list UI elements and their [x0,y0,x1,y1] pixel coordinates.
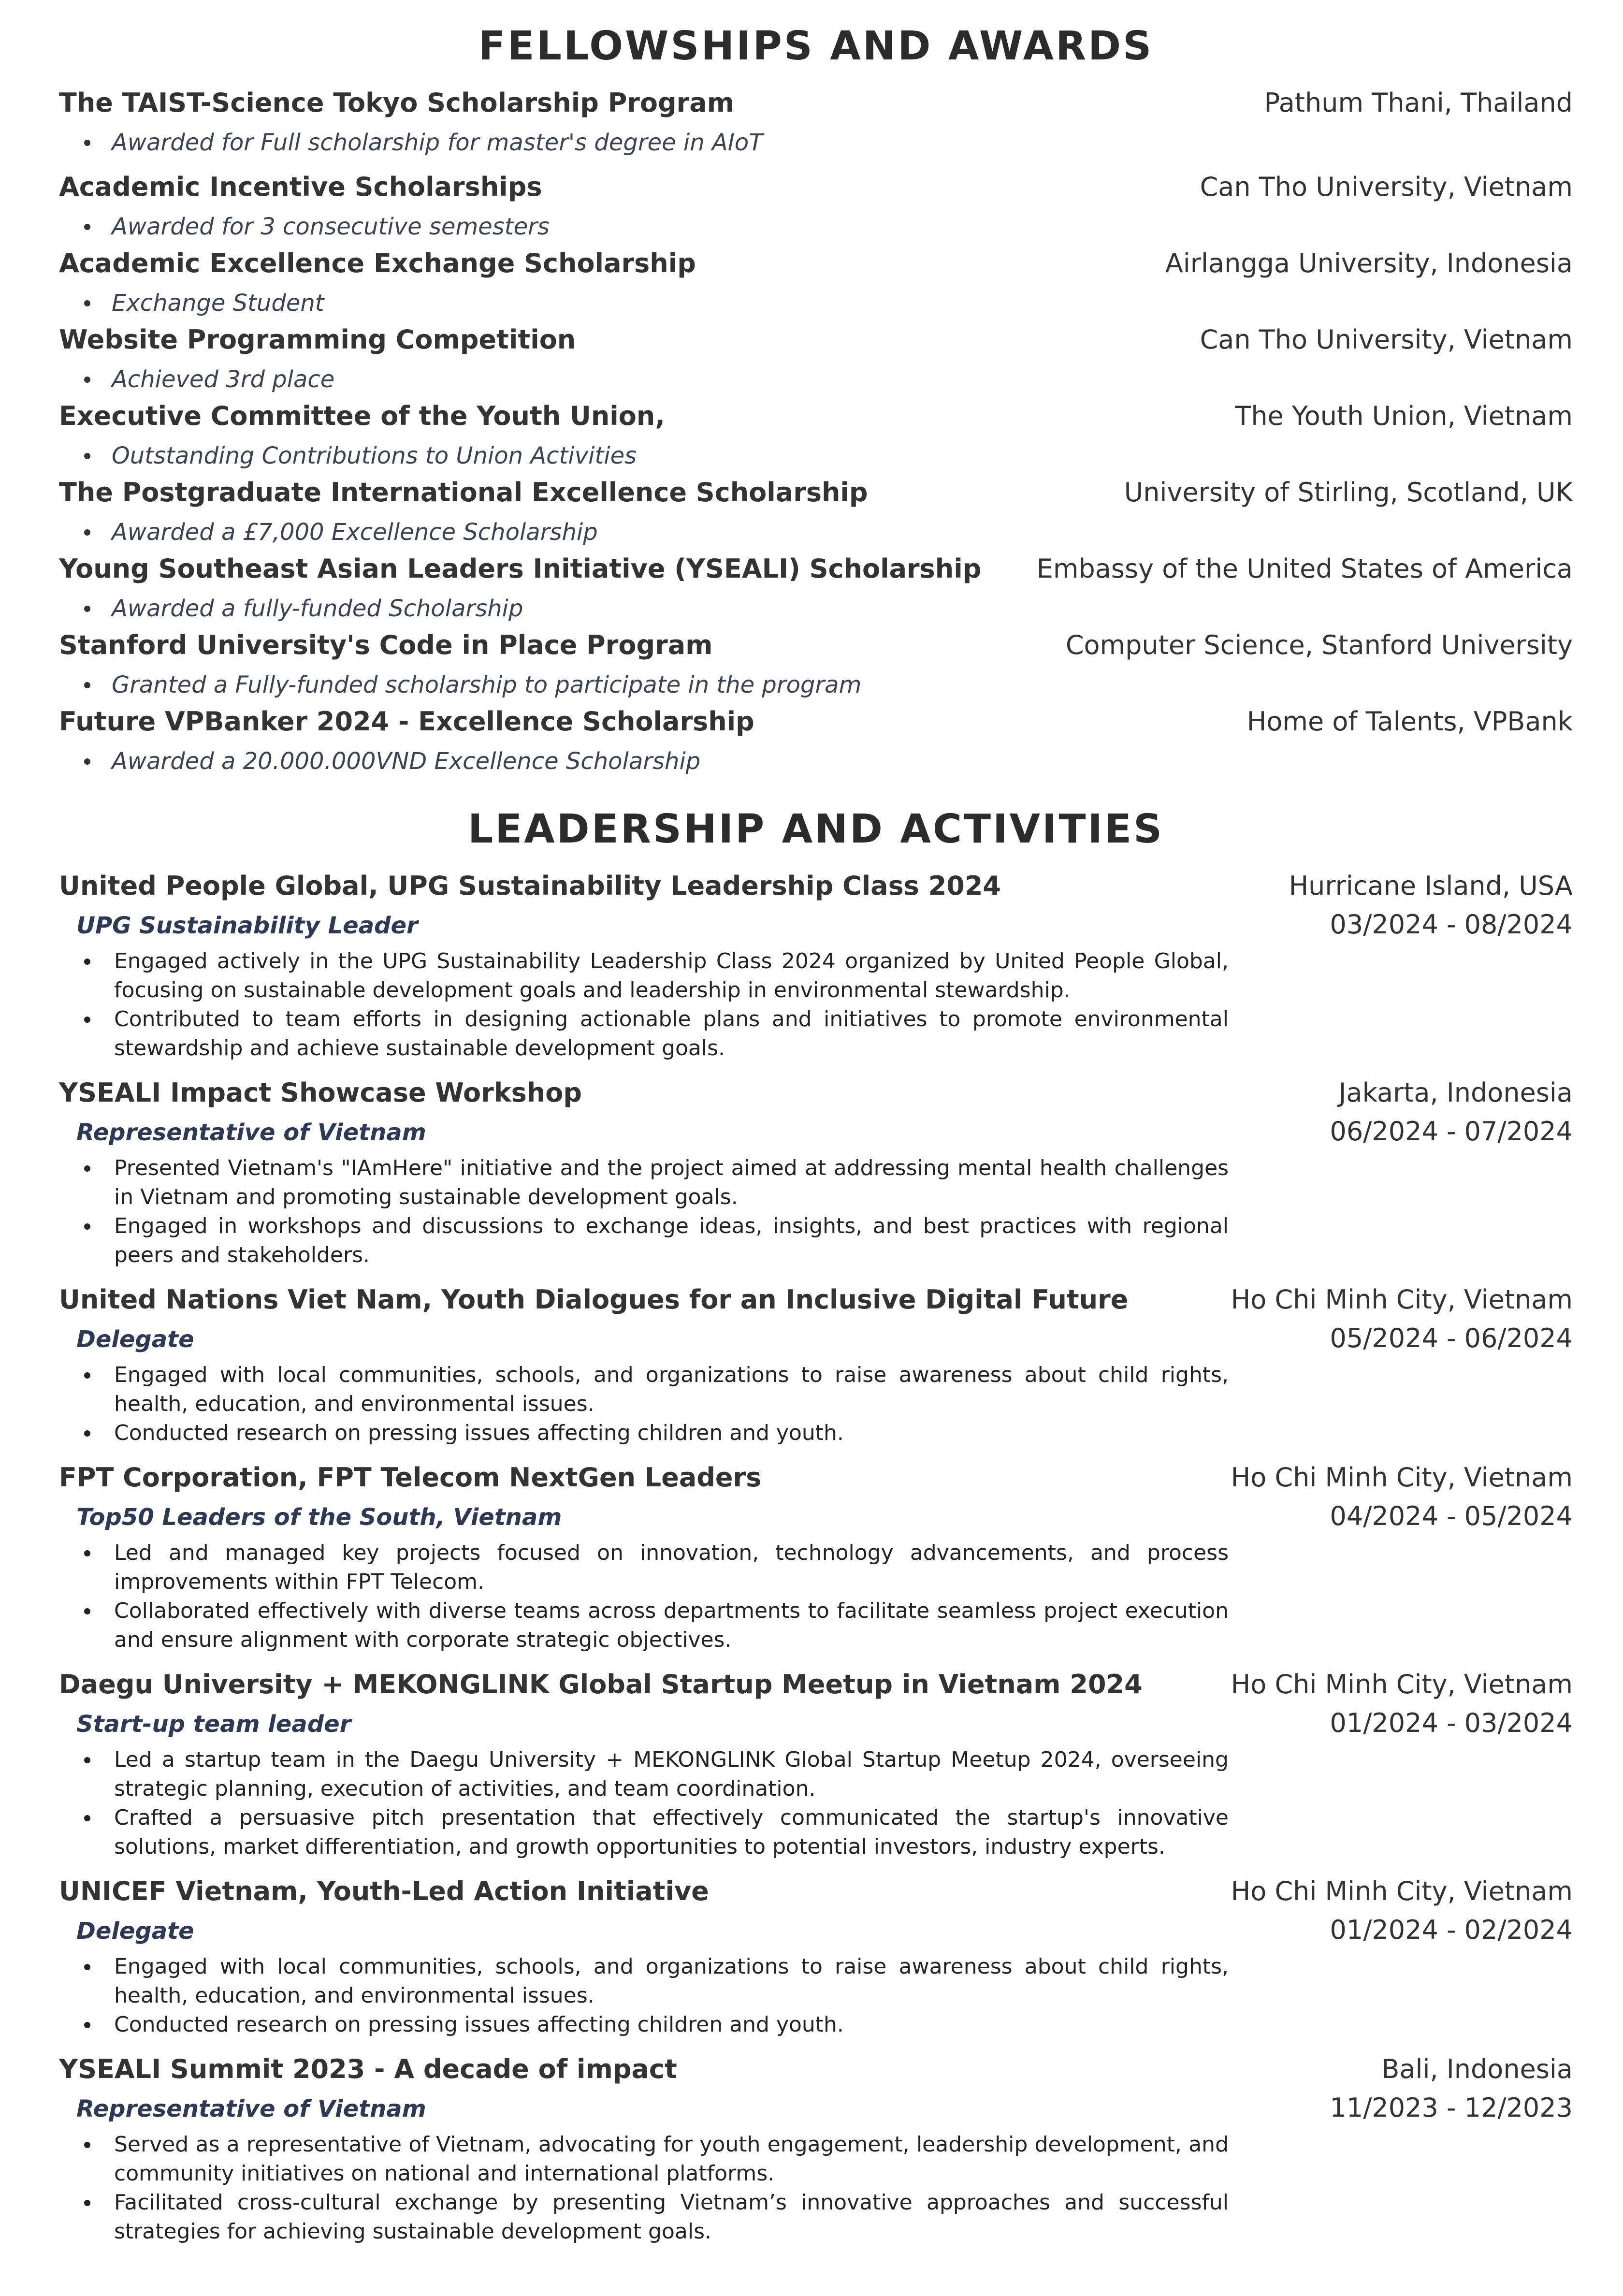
leadership-org: YSEALI Impact Showcase Workshop [59,1077,582,1108]
bullet-icon [84,682,90,688]
fellowship-item [59,706,1573,780]
bullet-item: Led and managed key projects focused on innovation, technology advancements, and process improvements within FPT Telecom. [59,1539,1229,1597]
leadership-bullets [59,1539,1229,1655]
fellowship-item [59,630,1573,703]
bullet-icon [84,606,90,612]
bullet-item: Crafted a persuasive pitch presentation that effectively communicated the startup's innovative solutions, market differentiation, and growth opportunities to potential investors, industry experts. [59,1803,1229,1861]
leadership-item [59,867,1573,1063]
fellowship-detail: Achieved 3rd place [112,366,335,393]
fellowship-place: Pathum Thani, Thailand [1264,87,1573,118]
leadership-item [59,1074,1573,1270]
leadership-org: YSEALI Summit 2023 - A decade of impact [59,2054,677,2084]
fellowship-item [59,477,1573,551]
bullet-icon [84,758,90,765]
leadership-bullets [59,1154,1229,1270]
bullet-item: Contributed to team efforts in designing actionable plans and initiatives to promote environmental stewardship and achieve sustainable development goals. [59,1005,1229,1063]
fellowship-detail: Granted a Fully-funded scholarship to participate in the program [112,671,862,698]
fellowship-name: Executive Committee of the Youth Union, [59,401,665,431]
leadership-place: Ho Chi Minh City, Vietnam [1231,1669,1573,1700]
bullet-item: Served as a representative of Vietnam, advocating for youth engagement, leadership development, and community initiatives on national and international platforms. [59,2130,1229,2188]
leadership-item [59,2050,1573,2246]
leadership-role: Delegate [76,1326,194,1353]
fellowships-section-title: FELLOWSHIPS AND AWARDS [478,23,1154,69]
leadership-bullets [59,2130,1229,2246]
bullet-item: Engaged with local communities, schools, and organizations to raise awareness about child rights, health, education, and environmental issues. [59,1361,1229,1419]
fellowship-detail: Awarded a £7,000 Excellence Scholarship [112,519,598,546]
bullet-icon [84,300,90,306]
leadership-bullets [59,1745,1229,1861]
leadership-role: Representative of Vietnam [76,2095,426,2122]
fellowship-detail: Awarded a 20.000.000VND Excellence Scholarship [112,748,701,775]
leadership-role: Delegate [76,1918,194,1945]
leadership-item [59,1665,1573,1861]
bullet-icon [84,453,90,459]
leadership-item [59,1280,1573,1448]
bullet-item: Engaged actively in the UPG Sustainability Leadership Class 2024 organized by United People Global, focusing on sustainable development goals and leadership in environmental stewardship. [59,947,1229,1005]
leadership-list [59,867,1573,2246]
leadership-bullets [59,1361,1229,1448]
leadership-item [59,1458,1573,1655]
leadership-place: Hurricane Island, USA [1289,871,1573,901]
leadership-place: Bali, Indonesia [1381,2054,1573,2084]
bullet-item: Facilitated cross-cultural exchange by presenting Vietnam’s innovative approaches and successful strategies for achieving sustainable development goals. [59,2188,1229,2246]
leadership-section-title: LEADERSHIP AND ACTIVITIES [467,806,1164,852]
leadership-org: Daegu University + MEKONGLINK Global Startup Meetup in Vietnam 2024 [59,1669,1143,1700]
fellowship-place: Can Tho University, Vietnam [1200,172,1573,202]
leadership-item [59,1872,1573,2039]
fellowship-place: Airlangga University, Indonesia [1165,248,1573,278]
leadership-place: Ho Chi Minh City, Vietnam [1231,1284,1573,1315]
bullet-item: Conducted research on pressing issues affecting children and youth. [59,1419,1229,1448]
bullet-item: Engaged with local communities, schools, and organizations to raise awareness about child rights, health, education, and environmental issues. [59,1952,1229,2010]
fellowship-place: Computer Science, Stanford University [1065,630,1573,660]
fellowship-place: Embassy of the United States of America [1036,553,1573,584]
bullet-item: Led a startup team in the Daegu University + MEKONGLINK Global Startup Meetup 2024, overseeing strategic planning, execution of activities, and team coordination. [59,1745,1229,1803]
fellowship-name: The Postgraduate International Excellence Scholarship [59,477,868,508]
fellowship-name: Future VPBanker 2024 - Excellence Scholarship [59,706,754,737]
fellowships-list [59,87,1573,780]
fellowship-item [59,324,1573,398]
fellowship-place: University of Stirling, Scotland, UK [1124,477,1573,508]
fellowship-name: Young Southeast Asian Leaders Initiative (YSEALI) Scholarship [59,553,982,584]
fellowship-detail: Awarded a fully-funded Scholarship [112,595,523,622]
fellowship-item [59,248,1573,321]
leadership-bullets [59,947,1229,1063]
leadership-place: Ho Chi Minh City, Vietnam [1231,1876,1573,1906]
bullet-item: Engaged in workshops and discussions to exchange ideas, insights, and best practices with regional peers and stakeholders. [59,1212,1229,1270]
leadership-org: United People Global, UPG Sustainability Leadership Class 2024 [59,871,1001,901]
leadership-dates: 01/2024 - 03/2024 [1330,1708,1573,1738]
fellowship-place: Home of Talents, VPBank [1246,706,1573,737]
leadership-bullets [59,1952,1229,2039]
resume-page [59,0,1573,2257]
leadership-org: FPT Corporation, FPT Telecom NextGen Leaders [59,1462,762,1493]
leadership-dates: 11/2023 - 12/2023 [1330,2093,1573,2123]
bullet-icon [84,224,90,230]
fellowship-detail: Awarded for 3 consecutive semesters [112,213,550,240]
leadership-place: Ho Chi Minh City, Vietnam [1231,1462,1573,1493]
fellowship-name: Academic Incentive Scholarships [59,172,542,202]
leadership-org: UNICEF Vietnam, Youth-Led Action Initiative [59,1876,709,1906]
fellowship-name: Academic Excellence Exchange Scholarship [59,248,696,278]
fellowship-item [59,87,1573,161]
leadership-place: Jakarta, Indonesia [1338,1077,1573,1108]
bullet-icon [84,140,90,146]
leadership-org: United Nations Viet Nam, Youth Dialogues for an Inclusive Digital Future [59,1284,1129,1315]
fellowship-name: The TAIST-Science Tokyo Scholarship Program [59,87,734,118]
fellowship-name: Stanford University's Code in Place Program [59,630,713,660]
leadership-role: Start-up team leader [76,1711,351,1738]
bullet-icon [84,529,90,536]
fellowship-item [59,401,1573,474]
leadership-dates: 06/2024 - 07/2024 [1330,1116,1573,1147]
leadership-role: Representative of Vietnam [76,1119,426,1146]
bullet-item: Collaborated effectively with diverse teams across departments to facilitate seamless project execution and ensure alignment with corporate strategic objectives. [59,1597,1229,1655]
leadership-dates: 01/2024 - 02/2024 [1330,1915,1573,1945]
leadership-dates: 05/2024 - 06/2024 [1330,1323,1573,1353]
leadership-dates: 04/2024 - 05/2024 [1330,1501,1573,1531]
fellowship-name: Website Programming Competition [59,324,576,355]
fellowship-item [59,172,1573,245]
fellowship-place: The Youth Union, Vietnam [1235,401,1573,431]
fellowship-detail: Awarded for Full scholarship for master's degree in AIoT [112,129,763,156]
bullet-item: Conducted research on pressing issues affecting children and youth. [59,2010,1229,2039]
fellowship-place: Can Tho University, Vietnam [1200,324,1573,355]
leadership-dates: 03/2024 - 08/2024 [1330,909,1573,940]
fellowship-detail: Outstanding Contributions to Union Activities [112,442,637,469]
bullet-icon [84,377,90,383]
leadership-role: UPG Sustainability Leader [76,912,418,939]
fellowship-item [59,553,1573,627]
bullet-item: Presented Vietnam's "IAmHere" initiative and the project aimed at addressing mental health challenges in Vietnam and promoting sustainable development goals. [59,1154,1229,1212]
leadership-role: Top50 Leaders of the South, Vietnam [76,1504,562,1531]
fellowship-detail: Exchange Student [112,290,324,317]
